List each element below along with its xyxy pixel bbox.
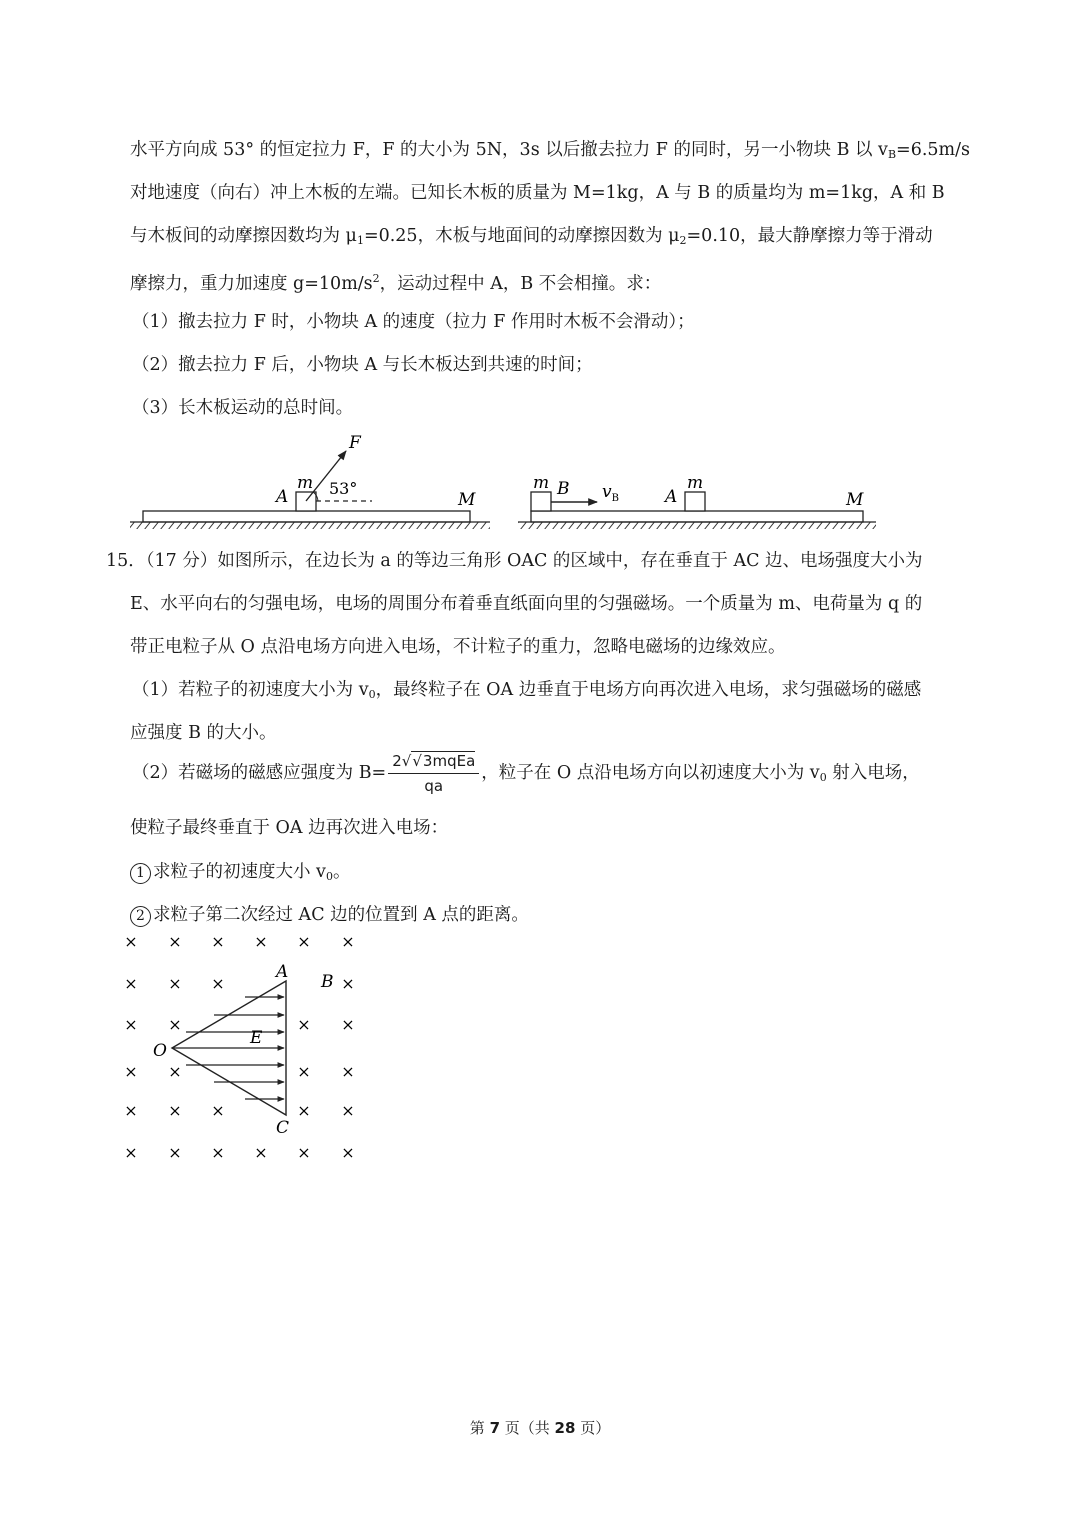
- subscript: 1: [356, 234, 364, 247]
- radicand-tail: mqEa: [432, 752, 476, 770]
- subscript: 2: [679, 234, 687, 247]
- p14-line-2: 对地速度（向右）冲上木板的左端。已知长木板的质量为 M=1kg，A 与 B 的质量均为 m=1kg，A 和 B: [130, 183, 945, 203]
- p15-figure: [0, 925, 1080, 1165]
- circled-number-2: 2: [130, 906, 151, 927]
- text: 射入电场，: [826, 763, 920, 783]
- ground-hatch-left: [130, 522, 490, 529]
- cross-mark: ×: [168, 1015, 182, 1034]
- formula-fraction: [388, 752, 479, 795]
- footer-text: 页（共: [500, 1419, 555, 1437]
- text: 摩擦力，重力加速度 g=10m/s: [130, 274, 373, 294]
- text: （2）若磁场的磁感应强度为 B=: [132, 763, 387, 783]
- p15-subquestion-2: [130, 903, 529, 927]
- p14-question-3: （3）长木板运动的总时间。: [132, 398, 354, 418]
- subscript: B: [887, 148, 897, 161]
- text: 与木板间的动摩擦因数均为 μ: [130, 226, 357, 246]
- p15-question-1-line-2: 应强度 B 的大小。: [130, 723, 277, 743]
- text: =6.5m/s: [896, 140, 971, 160]
- text: 。: [332, 862, 351, 882]
- subscript: 0: [325, 870, 333, 883]
- label-e: E: [250, 1028, 263, 1048]
- ground-hatch-right: [518, 522, 876, 529]
- cross-mark: ×: [124, 1101, 138, 1120]
- p15-question-1-line-1: [132, 678, 921, 707]
- cross-mark: ×: [341, 1015, 355, 1034]
- triangle-oac: [172, 981, 286, 1115]
- p14-question-1: （1）撤去拉力 F 时，小物块 A 的速度（拉力 F 作用时木板不会滑动）；: [132, 312, 695, 332]
- cross-mark: ×: [297, 1101, 311, 1120]
- label-m: m: [297, 473, 314, 493]
- text: =0.10，最大静摩擦力等于滑动: [686, 226, 933, 246]
- cross-mark: ×: [124, 974, 138, 993]
- cross-mark: ×: [297, 1015, 311, 1034]
- page-number: 7: [489, 1419, 500, 1437]
- label-angle: 53°: [329, 479, 358, 498]
- cross-mark: ×: [297, 1062, 311, 1081]
- p15-question-2-line-1: [132, 752, 920, 795]
- label-board-m-right: M: [846, 490, 864, 510]
- cross-mark: ×: [211, 1143, 225, 1162]
- subscript: 0: [368, 688, 376, 701]
- label-o: O: [153, 1041, 167, 1061]
- cross-mark: ×: [341, 1062, 355, 1081]
- label-a: A: [276, 487, 289, 507]
- cross-mark: ×: [341, 932, 355, 951]
- text: （1）若粒子的初速度大小为 v: [132, 680, 369, 700]
- p15-line-3: 带正电粒子从 O 点沿电场方向进入电场，不计粒子的重力，忽略电磁场的边缘效应。: [130, 637, 786, 657]
- page-footer: [0, 1417, 1080, 1438]
- label-board-m: M: [458, 490, 476, 510]
- p15-line-2: E、水平向右的匀强电场，电场的周围分布着垂直纸面向里的匀强磁场。一个质量为 m、电荷量为 q 的: [130, 594, 923, 614]
- cross-mark: ×: [168, 932, 182, 951]
- p15-subquestion-1: [130, 860, 350, 889]
- label-c: C: [276, 1118, 290, 1138]
- p14-line-1: [130, 138, 970, 167]
- cross-mark: ×: [124, 1015, 138, 1034]
- cross-mark: ×: [168, 974, 182, 993]
- block-a-right: [685, 492, 705, 511]
- label-b: B: [557, 479, 570, 499]
- cross-mark: ×: [254, 1143, 268, 1162]
- text: ，运动过程中 A，B 不会相撞。求：: [379, 274, 662, 294]
- superscript: 2: [372, 272, 380, 285]
- cross-mark: ×: [211, 1101, 225, 1120]
- cross-mark: ×: [341, 974, 355, 993]
- circled-number-1: 1: [130, 863, 151, 884]
- block-b: [531, 492, 551, 511]
- text: 求粒子第二次经过 AC 边的位置到 A 点的距离。: [153, 905, 529, 925]
- label-a-right: A: [665, 487, 678, 507]
- total-pages: 28: [554, 1419, 576, 1437]
- cross-mark: ×: [168, 1062, 182, 1081]
- cross-mark: ×: [254, 932, 268, 951]
- p14-line-3: [130, 224, 933, 253]
- p15-question-2-line-2: 使粒子最终垂直于 OA 边再次进入电场：: [130, 818, 449, 838]
- cross-mark: ×: [168, 1143, 182, 1162]
- cross-mark: ×: [124, 1143, 138, 1162]
- p14-left-figure: [130, 433, 490, 529]
- text: ，粒子在 O 点沿电场方向以初速度大小为 v: [481, 763, 820, 783]
- block-a-left: [296, 492, 316, 511]
- cross-mark: ×: [211, 932, 225, 951]
- radicand: 3: [422, 752, 433, 770]
- label-b: B: [321, 972, 334, 992]
- p14-question-2: （2）撤去拉力 F 后，小物块 A 与长木板达到共速的时间；: [132, 355, 593, 375]
- p15-line-1: 15．（17 分）如图所示，在边长为 a 的等边三角形 OAC 的区域中，存在垂直于 AC 边、电场强度大小为: [106, 551, 923, 571]
- text: =0.25，木板与地面间的动摩擦因数为 μ: [363, 226, 680, 246]
- fraction-denominator: qa: [424, 777, 444, 795]
- text: 求粒子的初速度大小 v: [153, 862, 326, 882]
- label-m-b: m: [533, 473, 550, 493]
- cross-mark: ×: [341, 1101, 355, 1120]
- cross-mark: ×: [168, 1101, 182, 1120]
- cross-mark: ×: [341, 1143, 355, 1162]
- cross-mark: ×: [211, 974, 225, 993]
- subscript: 0: [819, 771, 827, 784]
- radical-outer: √3mqEa: [412, 752, 476, 770]
- label-m-a: m: [687, 473, 704, 493]
- cross-mark: ×: [124, 932, 138, 951]
- footer-text: 页）: [575, 1419, 611, 1437]
- text: ，最终粒子在 OA 边垂直于电场方向再次进入电场，求匀强磁场的磁感: [375, 680, 922, 700]
- label-a: A: [276, 962, 289, 982]
- label-vb: $v_B$: [602, 482, 619, 504]
- fraction-numerator: 2√√3mqEa: [388, 752, 479, 774]
- board-left: [143, 511, 470, 522]
- text: 水平方向成 53° 的恒定拉力 F，F 的大小为 5N，3s 以后撤去拉力 F 的同时，另一小物块 B 以 v: [130, 140, 888, 160]
- p14-right-figure: [518, 473, 876, 529]
- coefficient: 2: [392, 752, 402, 770]
- cross-mark: ×: [297, 1143, 311, 1162]
- cross-mark: ×: [124, 1062, 138, 1081]
- board-right: [531, 511, 863, 522]
- p14-line-4: [130, 267, 661, 296]
- p14-figure: [0, 430, 1080, 530]
- footer-text: 第: [469, 1419, 490, 1437]
- label-f: F: [349, 433, 361, 453]
- cross-mark: ×: [297, 932, 311, 951]
